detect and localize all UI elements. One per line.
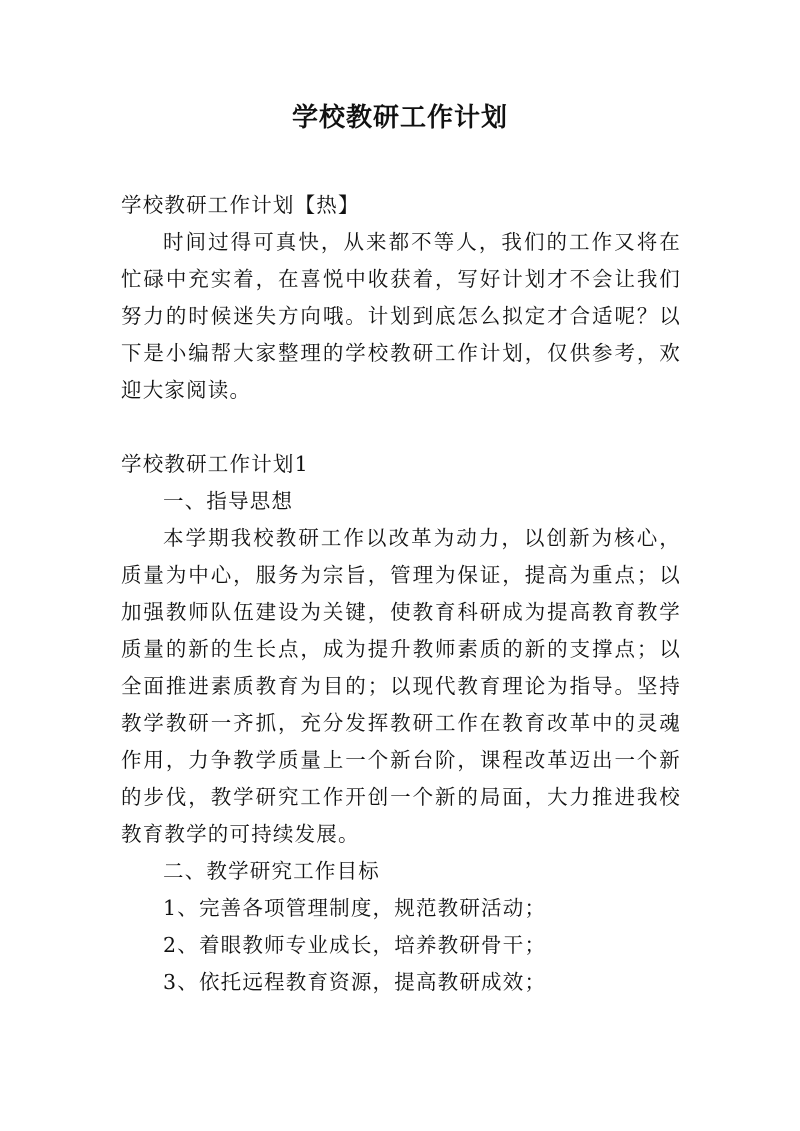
paragraph-spacer (121, 409, 681, 446)
document-subtitle: 学校教研工作计划【热】 (121, 193, 360, 217)
document-body (121, 187, 681, 1001)
section-title: 学校教研工作计划1 (121, 452, 309, 476)
heading-guiding-ideology: 一、指导思想 (163, 489, 294, 513)
goal-item-1: 1、完善各项管理制度，规范教研活动； (163, 896, 547, 920)
goal-item-2: 2、着眼教师专业成长，培养教研骨干； (163, 933, 547, 957)
intro-paragraph: 时间过得可真快，从来都不等人，我们的工作又将在忙碌中充实着，在喜悦中收获着，写好计划才不会让我们努力的时候迷失方向哦。计划到底怎么拟定才合适呢？以下是小编帮大家整理的学校教研工作计划，仅供参考，欢迎大家阅读。 (121, 230, 681, 402)
document-title: 学校教研工作计划 (291, 103, 508, 133)
guiding-ideology-paragraph: 本学期我校教研工作以改革为动力，以创新为核心，质量为中心，服务为宗旨，管理为保证，提高为重点；以加强教师队伍建设为关键，使教育科研成为提高教育教学质量的新的生长点，成为提升教师素质的新的支撑点；以全面推进素质教育为目的；以现代教育理论为指导。坚持教学教研一齐抓，充分发挥教研工作在教育改革中的灵魂作用，力争教学质量上一个新台阶，课程改革迈出一个新的步伐，教学研究工作开创一个新的局面，大力推进我校教育教学的可持续发展。 (121, 526, 681, 846)
heading-research-goals: 二、教学研究工作目标 (163, 859, 380, 883)
goal-item-3: 3、依托远程教育资源，提高教研成效； (163, 970, 547, 994)
